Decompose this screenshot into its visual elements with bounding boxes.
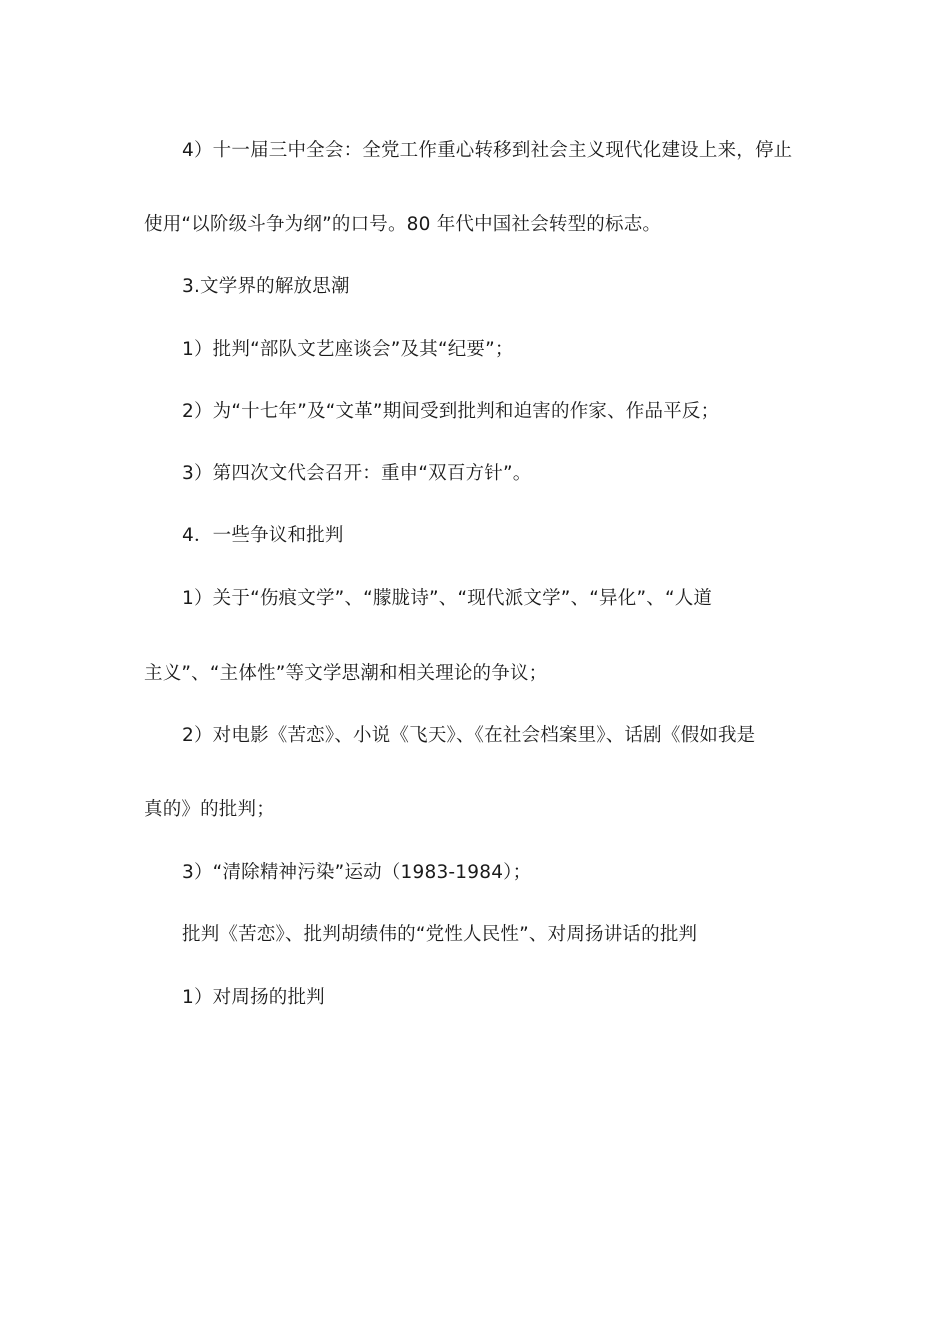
text-line-9: 主义”、“主体性”等文学思潮和相关理论的争议； bbox=[144, 663, 548, 684]
text-line-5: 2）为“十七年”及“文革”期间受到批判和迫害的作家、作品平反； bbox=[182, 401, 720, 422]
section-heading-4: 4．一些争议和批判 bbox=[182, 525, 344, 546]
text-line-2: 使用“以阶级斗争为纲”的口号。80 年代中国社会转型的标志。 bbox=[144, 214, 662, 235]
text-line-12: 3）“清除精神污染”运动（1983-1984）； bbox=[182, 862, 532, 883]
text-line-10: 2）对电影《苦恋》、小说《飞天》、《在社会档案里》、话剧《假如我是 bbox=[182, 725, 756, 746]
text-line-11: 真的》的批判； bbox=[144, 799, 275, 820]
text-line-1: 4）十一届三中全会：全党工作重心转移到社会主义现代化建设上来，停止 bbox=[182, 140, 793, 161]
text-line-6: 3）第四次文代会召开：重申“双百方针”。 bbox=[182, 463, 532, 484]
text-line-8: 1）关于“伤痕文学”、“朦胧诗”、“现代派文学”、“异化”、“人道 bbox=[182, 588, 713, 609]
text-line-13: 批判《苦恋》、批判胡绩伟的“党性人民性”、对周扬讲话的批判 bbox=[182, 924, 698, 945]
text-line-14: 1）对周扬的批判 bbox=[182, 987, 325, 1008]
section-heading-3: 3.文学界的解放思潮 bbox=[182, 276, 350, 297]
text-line-4: 1）批判“部队文艺座谈会”及其“纪要”； bbox=[182, 339, 514, 360]
